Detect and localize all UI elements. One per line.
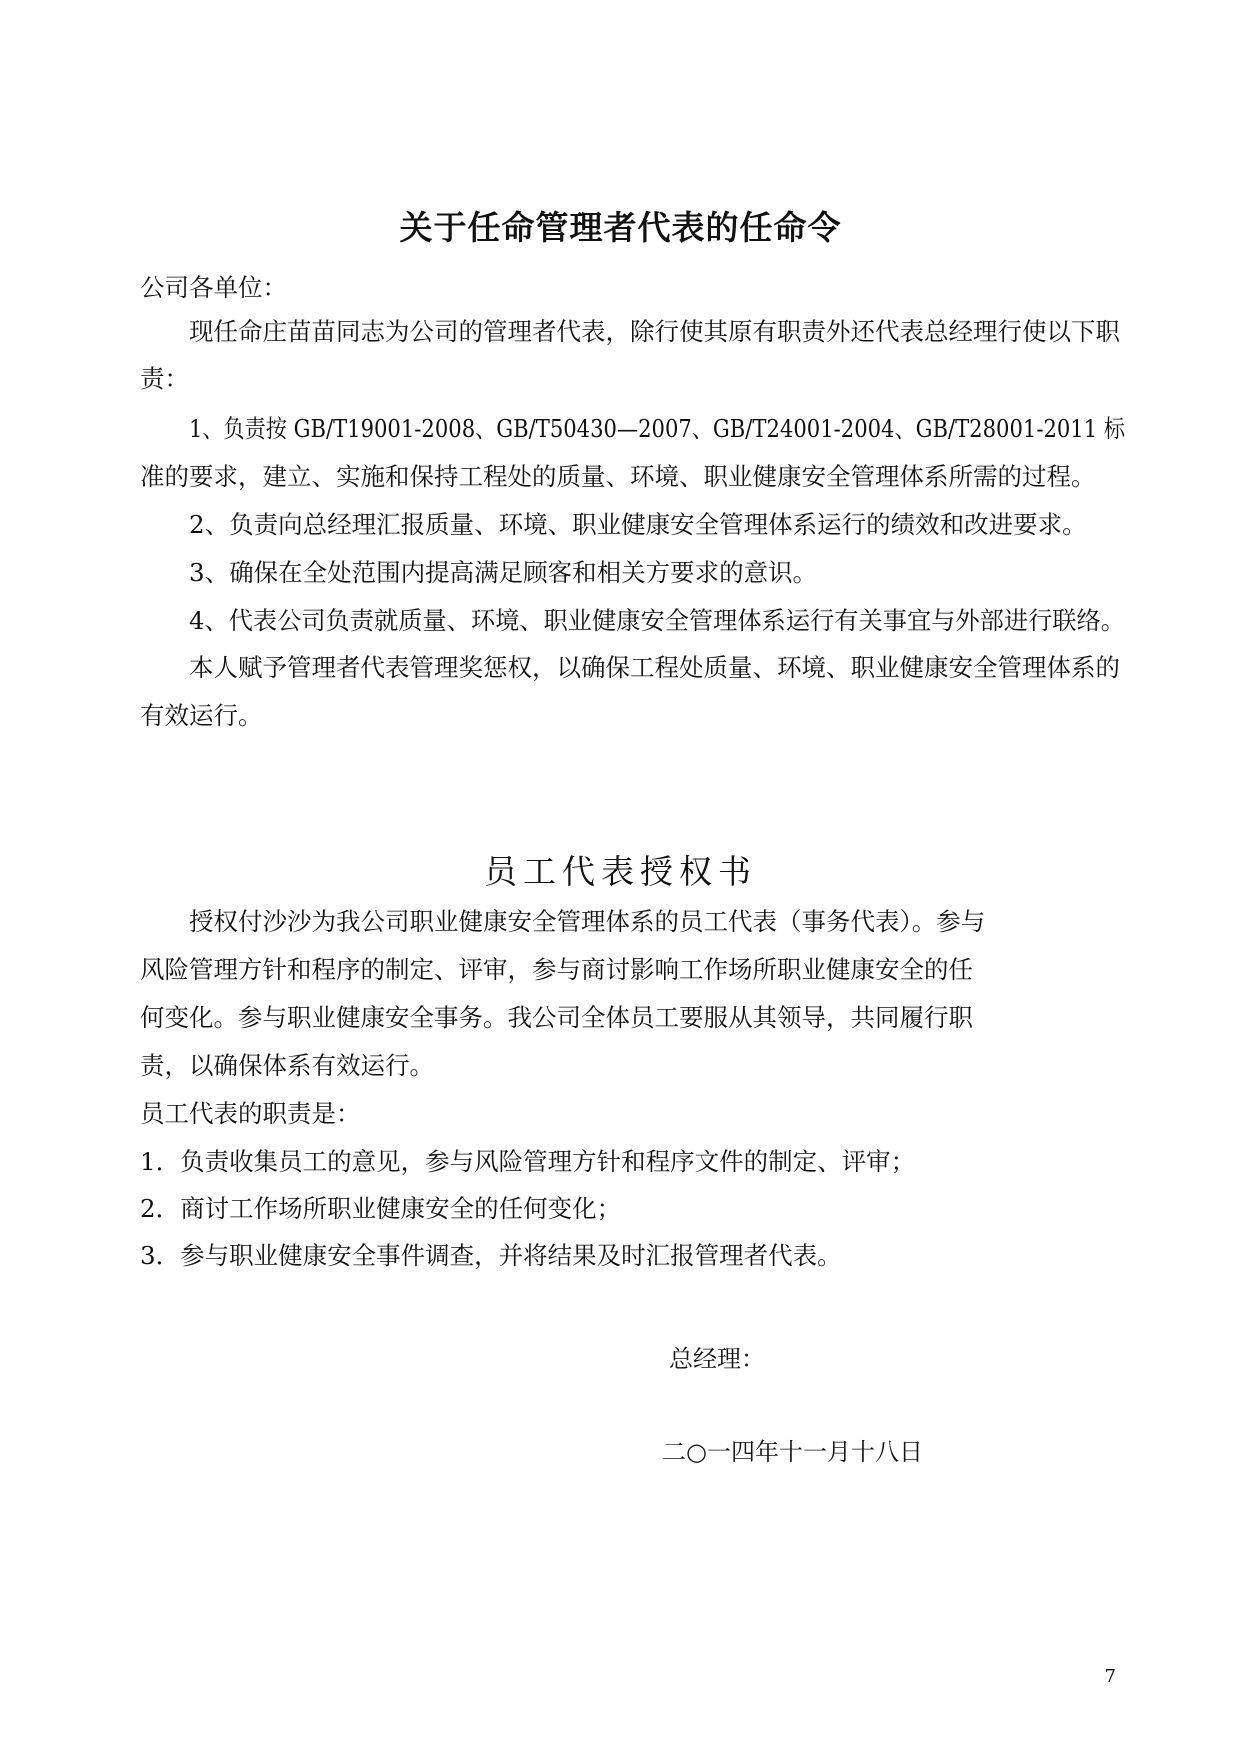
signature-date: 二○一四年十一月十八日 (662, 1438, 923, 1466)
authorization-para-line1: 授权付沙沙为我公司职业健康安全管理体系的员工代表（事务代表）。参与 (189, 907, 986, 936)
appointment-item1-line2: 准的要求，建立、实施和保持工程处的质量、环境、职业健康安全管理体系所需的过程。 (140, 462, 1096, 491)
appointment-item3: 3、确保在全处范围内提高满足顾客和相关方要求的意识。 (189, 558, 818, 587)
duty-item-1: 1．负责收集员工的意见，参与风险管理方针和程序文件的制定、评审； (140, 1147, 916, 1176)
authorization-para-line3: 何变化。参与职业健康安全事务。我公司全体员工要服从其领导，共同履行职 (140, 1003, 973, 1032)
duty-item-2: 2．商讨工作场所职业健康安全的任何变化； (140, 1194, 622, 1223)
authorization-para-line4: 责，以确保体系有效运行。 (140, 1051, 434, 1080)
authorization-title: 员工代表授权书 (484, 852, 757, 891)
appointment-item4: 4、代表公司负责就质量、环境、职业健康安全管理体系运行有关事宜与外部进行联络。 (189, 606, 1125, 635)
appointment-salutation: 公司各单位： (140, 273, 287, 302)
signature-label: 总经理： (669, 1345, 765, 1373)
appointment-intro-line2: 责： (140, 364, 189, 393)
authorization-para-line2: 风险管理方针和程序的制定、评审，参与商讨影响工作场所职业健康安全的任 (140, 955, 973, 984)
appointment-closing-line2: 有效运行。 (140, 701, 263, 730)
appointment-intro-line1: 现任命庄苗苗同志为公司的管理者代表，除行使其原有职责外还代表总经理行使以下职 (189, 317, 1120, 346)
duty-item-3: 3．参与职业健康安全事件调查，并将结果及时汇报管理者代表。 (140, 1241, 842, 1270)
duties-heading: 员工代表的职责是： (140, 1099, 361, 1128)
page-number: 7 (1104, 1666, 1116, 1687)
appointment-closing-line1: 本人赋予管理者代表管理奖惩权，以确保工程处质量、环境、职业健康安全管理体系的 (189, 653, 1120, 682)
appointment-item2: 2、负责向总经理汇报质量、环境、职业健康安全管理体系运行的绩效和改进要求。 (189, 510, 1087, 539)
appointment-item1-line1: 1、负责按 GB/T19001-2008、GB/T50430—2007、GB/T24001-2004、GB/T28001-2011 标 (189, 414, 1125, 443)
appointment-title: 关于任命管理者代表的任命令 (399, 208, 842, 247)
